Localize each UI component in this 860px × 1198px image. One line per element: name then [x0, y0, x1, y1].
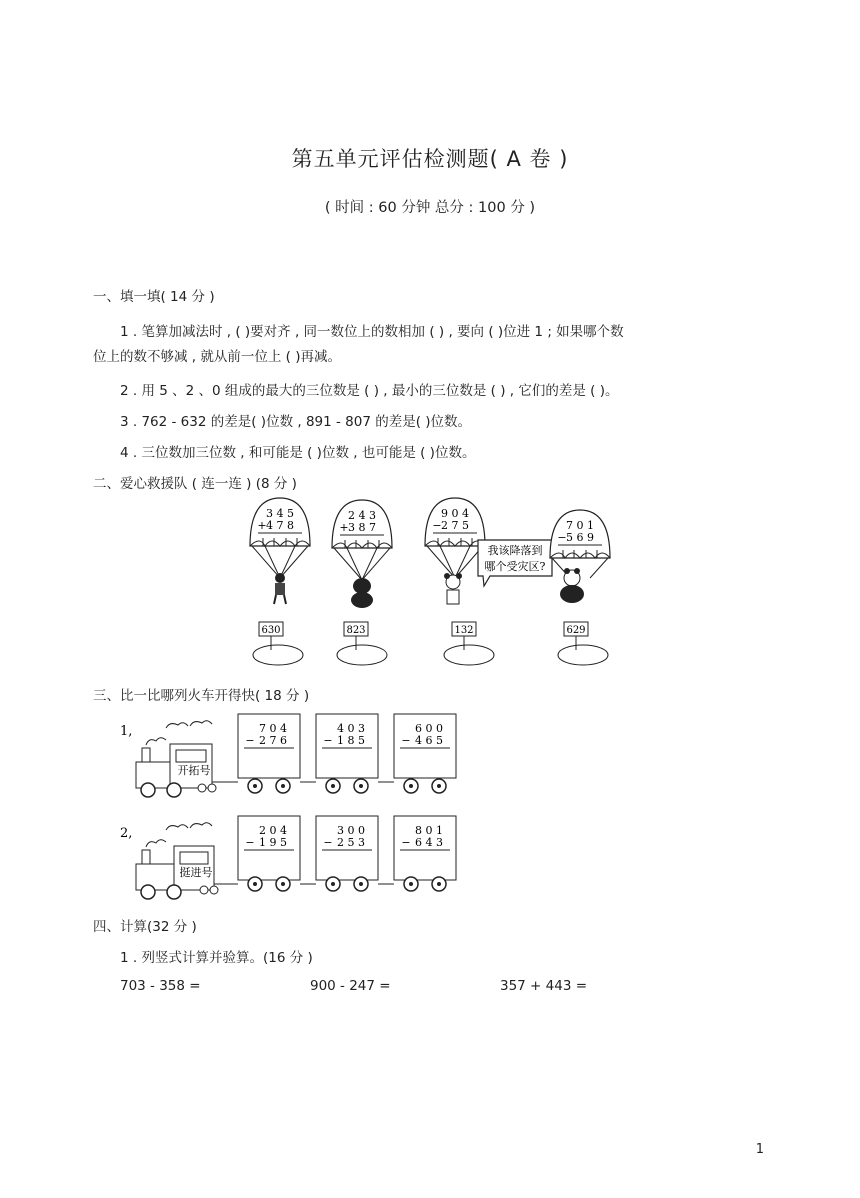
t2-c2-top: 3 0 0: [337, 824, 365, 837]
parachute-3: [425, 498, 485, 604]
p2-top: 2 4 3: [348, 509, 376, 522]
train-2-car-2: [316, 816, 378, 891]
page-number: 1: [755, 1142, 764, 1157]
page-title: 第五单元评估检测题( A 卷 ): [291, 147, 569, 171]
t2-c1-op: −: [245, 836, 255, 849]
p4-top: 7 0 1: [566, 519, 594, 532]
t2-c2-op: −: [323, 836, 333, 849]
s4-q1: 1 . 列竖式计算并验算。(16 分 ): [120, 950, 313, 966]
speech-line1: 我该降落到: [487, 544, 543, 557]
t2-c3-bottom: 6 4 3: [415, 836, 443, 849]
section-4-heading: 四、计算(32 分 ): [93, 919, 197, 935]
parachute-1: [250, 498, 310, 604]
p4-bottom: 5 6 9: [566, 531, 594, 544]
page-subtitle: ( 时间 : 60 分钟 总分 : 100 分 ): [324, 200, 536, 216]
parachute-4: [550, 510, 610, 603]
speech-line2: 哪个受灾区?: [484, 560, 546, 573]
train-2-number: 2,: [120, 826, 133, 841]
train-1-car-2: [316, 714, 378, 793]
train-1-car-3: [394, 714, 456, 793]
train-2-car-3: [394, 816, 456, 891]
p1-bottom: 4 7 8: [266, 519, 294, 532]
train-2: [118, 812, 463, 904]
t2-c1-top: 2 0 4: [259, 824, 287, 837]
train-2-engine: [136, 846, 218, 899]
t1-c3-top: 6 0 0: [415, 722, 443, 735]
t1-c3-op: −: [401, 734, 411, 747]
train-1: [118, 710, 463, 802]
sign-4-label: 629: [566, 625, 586, 636]
t1-c1-op: −: [245, 734, 255, 747]
speech-bubble: [478, 540, 552, 586]
p4-op: −: [557, 531, 567, 544]
p2-op: +: [339, 521, 349, 534]
p2-bottom: 3 8 7: [348, 521, 376, 534]
s1-q2: 2 . 用 5 、2 、0 组成的最大的三位数是 ( ) , 最小的三位数是 ( ) , 它们的差是 ( )。: [120, 383, 619, 399]
section-2-heading: 二、爱心救援队 ( 连一连 ) (8 分 ): [93, 476, 297, 492]
s1-q1-line1: 1 . 笔算加减法时 , ( )要对齐 , 同一数位上的数相加 ( ) , 要向 ( )位进 1 ; 如果哪个数: [120, 324, 624, 340]
t1-c2-bottom: 1 8 5: [337, 734, 365, 747]
sign-3-label: 132: [454, 625, 474, 636]
train-2-engine-label: 挺进号: [179, 866, 213, 879]
train-1-car-1: [238, 714, 300, 793]
s1-q1-line2: 位上的数不够减 , 就从前一位上 ( )再减。: [93, 349, 341, 365]
parachute-illustration: [240, 498, 620, 670]
section-1-heading: 一、填一填( 14 分 ): [93, 289, 215, 305]
t1-c1-top: 7 0 4: [259, 722, 287, 735]
p3-bottom: 2 7 5: [441, 519, 469, 532]
t2-c2-bottom: 2 5 3: [337, 836, 365, 849]
sign-2-label: 823: [346, 625, 366, 636]
t1-c2-top: 4 0 3: [337, 722, 365, 735]
p1-op: +: [257, 519, 267, 532]
sign-3: [444, 622, 494, 665]
s1-q4: 4 . 三位数加三位数 , 和可能是 ( )位数 , 也可能是 ( )位数。: [120, 445, 476, 461]
train-1-number: 1,: [120, 724, 133, 739]
p1-top: 3 4 5: [266, 507, 294, 520]
t2-c3-op: −: [401, 836, 411, 849]
t2-c3-top: 8 0 1: [415, 824, 443, 837]
calc-expr-3: 357 + 443 =: [500, 978, 588, 994]
p3-top: 9 0 4: [441, 507, 469, 520]
t1-c3-bottom: 4 6 5: [415, 734, 443, 747]
calc-expr-2: 900 - 247 =: [310, 978, 391, 994]
calc-expr-1: 703 - 358 =: [120, 978, 201, 994]
train-2-car-1: [238, 816, 300, 891]
t1-c2-op: −: [323, 734, 333, 747]
s1-q3: 3 . 762 - 632 的差是( )位数 , 891 - 807 的差是( )位数。: [120, 414, 472, 430]
sign-1: [253, 622, 303, 665]
parachute-2: [332, 500, 392, 608]
t1-c1-bottom: 2 7 6: [259, 734, 287, 747]
train-1-engine-label: 开拓号: [177, 764, 211, 777]
t2-c1-bottom: 1 9 5: [259, 836, 287, 849]
sign-2: [337, 622, 387, 665]
p3-op: −: [432, 519, 442, 532]
sign-4: [558, 622, 608, 665]
train-1-engine: [136, 744, 216, 797]
section-3-heading: 三、比一比哪列火车开得快( 18 分 ): [93, 688, 310, 704]
sign-1-label: 630: [261, 625, 281, 636]
